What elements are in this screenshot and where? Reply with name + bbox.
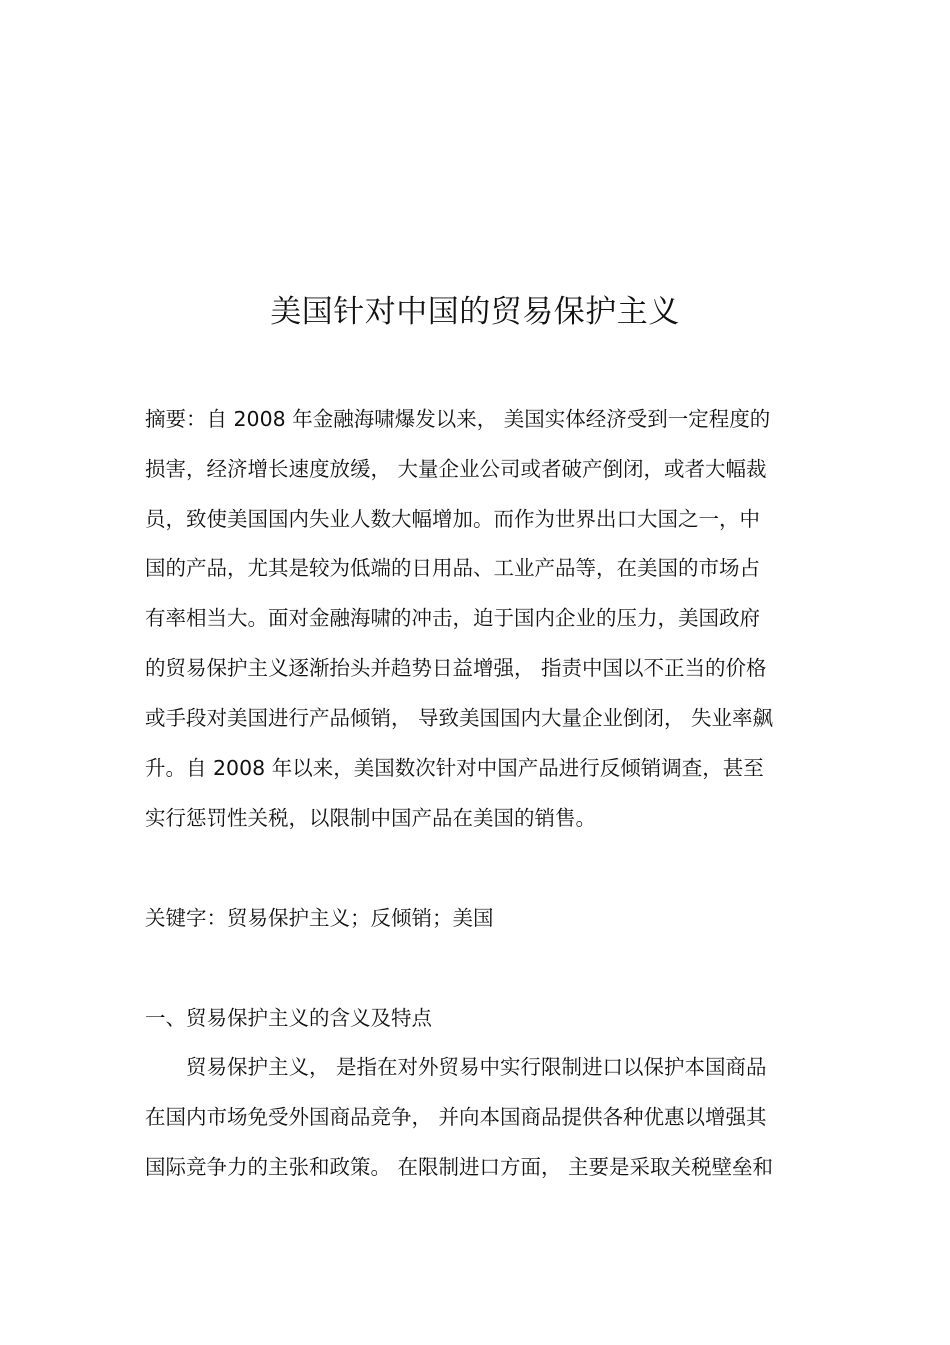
document-title: 美国针对中国的贸易保护主义 bbox=[270, 294, 680, 330]
abstract-line: 或手段对美国进行产品倾销， 导致美国国内大量企业倒闭， 失业率飙 bbox=[145, 706, 774, 730]
body-line: 在国内市场免受外国商品竞争， 并向本国商品提供各种优惠以增强其 bbox=[145, 1105, 767, 1129]
abstract-line: 升。自 2008 年以来，美国数次针对中国产品进行反倾销调查，甚至 bbox=[145, 756, 764, 780]
body-line: 国际竞争力的主张和政策。 在限制进口方面， 主要是采取关税壁垒和 bbox=[145, 1155, 774, 1179]
abstract-line: 实行惩罚性关税，以限制中国产品在美国的销售。 bbox=[145, 806, 596, 830]
abstract-line: 国的产品，尤其是较为低端的日用品、工业产品等，在美国的市场占 bbox=[145, 556, 760, 580]
body-line: 贸易保护主义， 是指在对外贸易中实行限制进口以保护本国商品 bbox=[186, 1055, 767, 1079]
keywords-line: 关键字：贸易保护主义；反倾销；美国 bbox=[145, 906, 494, 930]
abstract-line: 有率相当大。面对金融海啸的冲击，迫于国内企业的压力，美国政府 bbox=[145, 606, 760, 630]
abstract-line: 摘要：自 2008 年金融海啸爆发以来， 美国实体经济受到一定程度的 bbox=[145, 407, 771, 431]
section-heading: 一、贸易保护主义的含义及特点 bbox=[145, 1006, 432, 1030]
abstract-line: 的贸易保护主义逐渐抬头并趋势日益增强， 指责中国以不正当的价格 bbox=[145, 656, 767, 680]
abstract-line: 员，致使美国国内失业人数大幅增加。而作为世界出口大国之一，中 bbox=[145, 507, 760, 531]
abstract-line: 损害，经济增长速度放缓， 大量企业公司或者破产倒闭，或者大幅裁 bbox=[145, 457, 767, 481]
